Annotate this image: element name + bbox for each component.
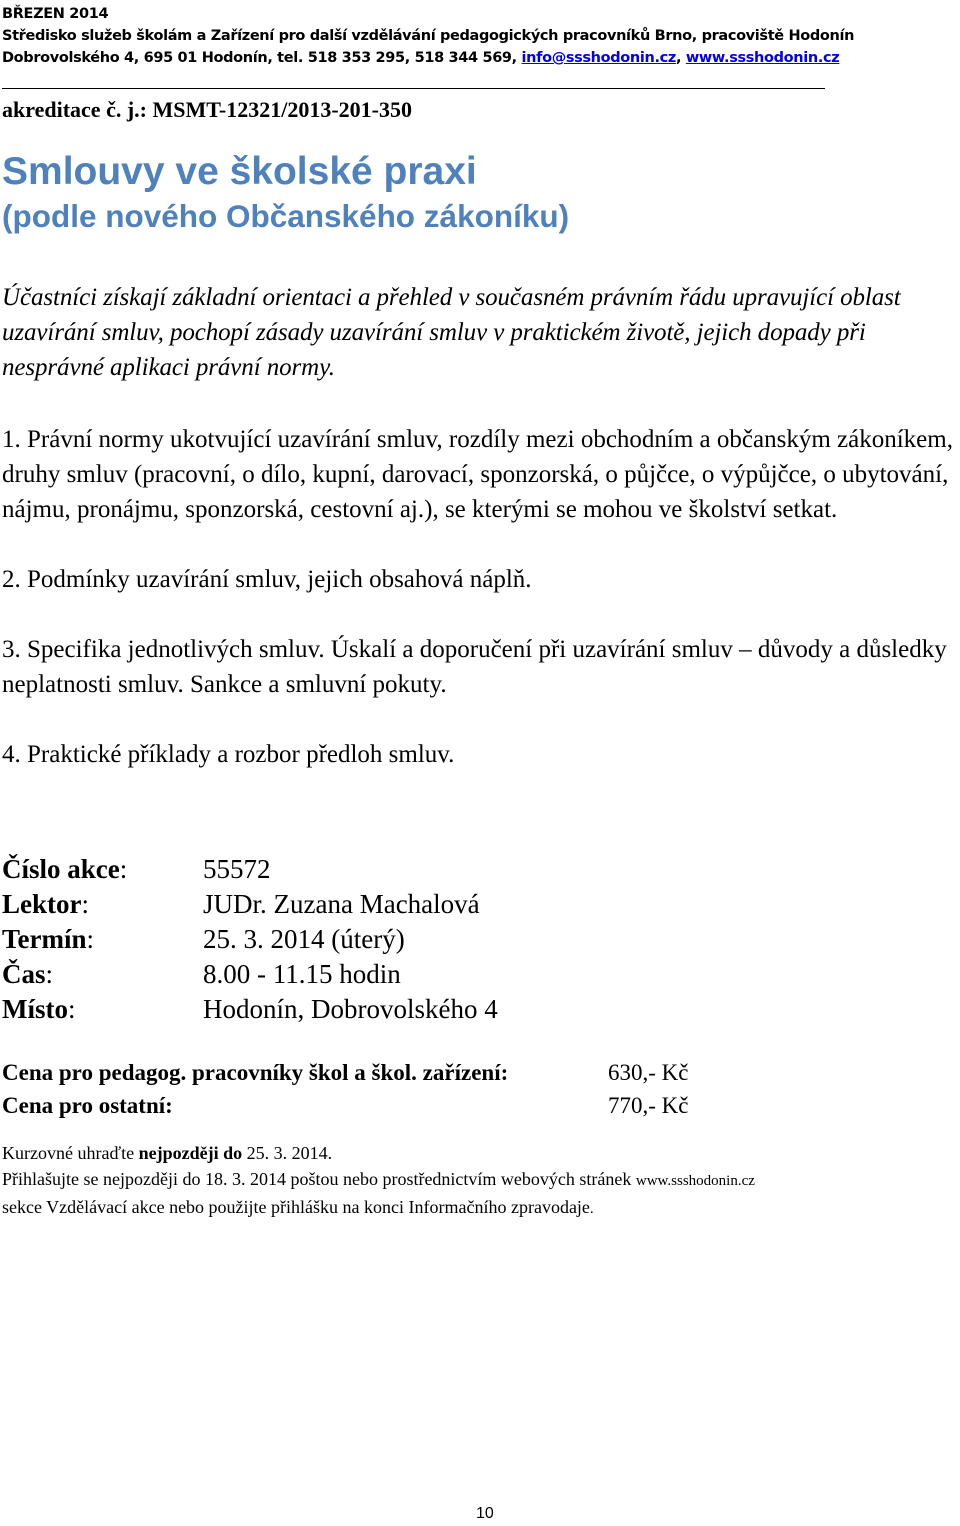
price-value: 630,- Kč: [608, 1060, 689, 1085]
topic-item: 4. Praktické příklady a rozbor předloh smluv.: [2, 741, 455, 768]
detail-label: Čas: [2, 959, 46, 989]
detail-value: 55572: [203, 854, 271, 884]
detail-value: 25. 3. 2014 (úterý): [203, 924, 405, 954]
section-note: sekce Vzdělávací akce nebo použijte přihlášku na konci Informačního zpravodaje.: [2, 1197, 594, 1217]
topic-item: 1. Právní normy ukotvující uzavírání smluv, rozdíly mezi obchodním a občanským zákoníkem, druhy smluv (pracovní, o dílo, kupní, darovací, sponzorská, o půjčce, o výpůjčce, o ubytování, nájmu, pronájmu, sponzorská, cestovní aj.), se kterými se mohou ve školství setkat.: [2, 426, 953, 523]
payment-deadline-label: nejpozději do: [138, 1143, 243, 1163]
price-label: Cena pro ostatní:: [2, 1093, 173, 1118]
page-number: 10: [476, 1505, 494, 1522]
course-intro: [2, 280, 960, 385]
course-title-sub: (podle nového Občanského zákoníku): [2, 198, 570, 234]
topic-item: 3. Specifika jednotlivých smluv. Úskalí a doporučení při uzavírání smluv – důvody a důsledky neplatnosti smluv. Sankce a smluvní pokuty.: [2, 636, 947, 698]
course-title-main: Smlouvy ve školské praxi: [2, 150, 477, 193]
header-organization: Středisko služeb školám a Zařízení pro další vzdělávání pedagogických pracovníků Brno, pracoviště Hodonín: [2, 28, 855, 44]
letterhead: [2, 3, 854, 69]
topic-item: 2. Podmínky uzavírání smluv, jejich obsahová náplň.: [2, 566, 532, 593]
header-address: Dobrovolského 4, 695 01 Hodonín, tel. 518 353 295, 518 344 569,: [2, 50, 522, 66]
payment-note: Kurzovné uhraďte nejpozději do 25. 3. 2014.: [2, 1143, 333, 1163]
intro-text: Účastníci získají základní orientaci a přehled v současném právním řádu upravující oblast uzavírání smluv, pochopí zásady uzavírání smluv v praktickém životě, jejich dopady při nesprávné aplikaci právní normy.: [2, 284, 901, 381]
registration-note: Přihlašujte se nejpozději do 18. 3. 2014 poštou nebo prostřednictvím webových stránek www.ssshodonin.cz: [2, 1169, 755, 1189]
accreditation: akreditace č. j.: MSMT-12321/2013-201-350: [2, 97, 412, 122]
price-label: Cena pro pedagog. pracovníky škol a škol. zařízení:: [2, 1060, 509, 1085]
course-title: [2, 150, 569, 238]
payment-date: 25. 3. 2014.: [242, 1143, 333, 1163]
website-link[interactable]: www.ssshodonin.cz: [685, 50, 840, 66]
registration-website[interactable]: www.ssshodonin.cz: [635, 1173, 755, 1189]
detail-label: Místo: [2, 994, 68, 1024]
header-divider: [2, 88, 825, 89]
footer-notes: [2, 1140, 755, 1222]
email-link[interactable]: info@ssshodonin.cz: [521, 50, 676, 66]
detail-label: Číslo akce: [2, 854, 120, 884]
detail-value: JUDr. Zuzana Machalová: [203, 889, 480, 919]
header-contact: [2, 47, 854, 69]
course-topics: [2, 422, 960, 772]
price-value: 770,- Kč: [608, 1093, 689, 1118]
detail-label: Lektor: [2, 889, 82, 919]
header-date: BŘEZEN 2014: [2, 6, 109, 22]
header-separator: ,: [675, 50, 686, 66]
detail-value: Hodonín, Dobrovolského 4: [203, 994, 498, 1024]
detail-label: Termín: [2, 924, 87, 954]
detail-value: 8.00 - 11.15 hodin: [203, 959, 401, 989]
